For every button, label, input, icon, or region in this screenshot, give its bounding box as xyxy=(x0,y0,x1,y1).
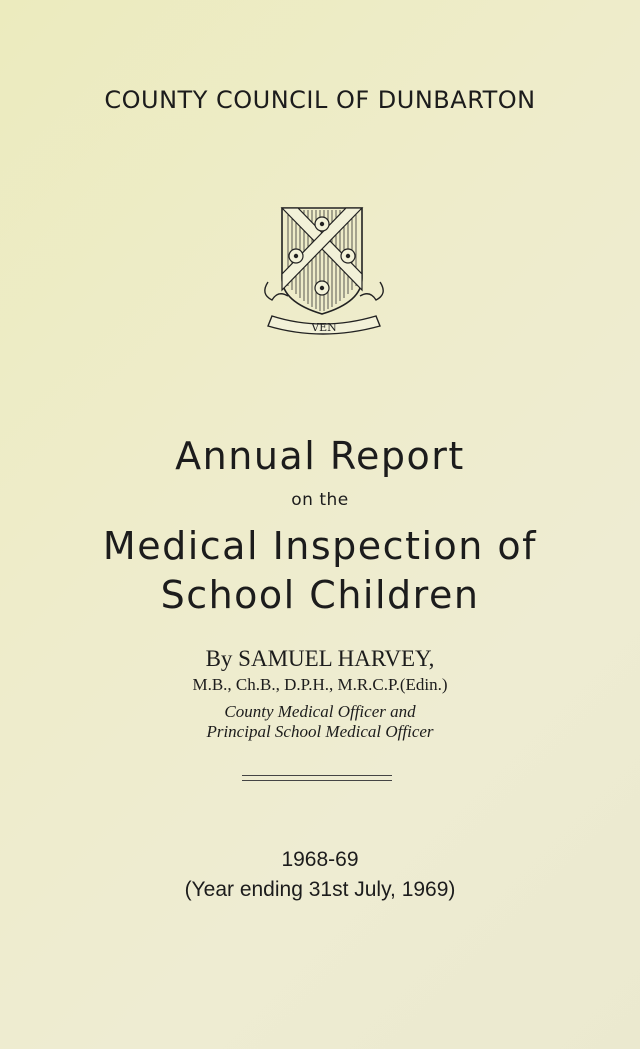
report-year-ending: (Year ending 31st July, 1969) xyxy=(184,878,456,901)
author-qualifications: M.B., Ch.B., D.P.H., M.R.C.P.(Edin.) xyxy=(192,675,448,694)
report-subject-line-2: School Children xyxy=(160,573,480,617)
report-years: 1968-69 xyxy=(281,848,359,871)
council-name: COUNTY COUNCIL OF DUNBARTON xyxy=(104,86,536,114)
author-role-line-1: County Medical Officer and xyxy=(224,702,416,721)
author-byline: By SAMUEL HARVEY, xyxy=(205,646,435,671)
coat-of-arms-icon xyxy=(258,204,390,340)
crest-motto: VEN xyxy=(311,321,337,334)
title-connector: on the xyxy=(291,490,349,510)
report-subject-line-1: Medical Inspection of xyxy=(102,524,538,568)
report-title: Annual Report xyxy=(175,434,465,478)
author-role-line-2: Principal School Medical Officer xyxy=(206,722,434,741)
double-rule-divider xyxy=(242,775,392,781)
